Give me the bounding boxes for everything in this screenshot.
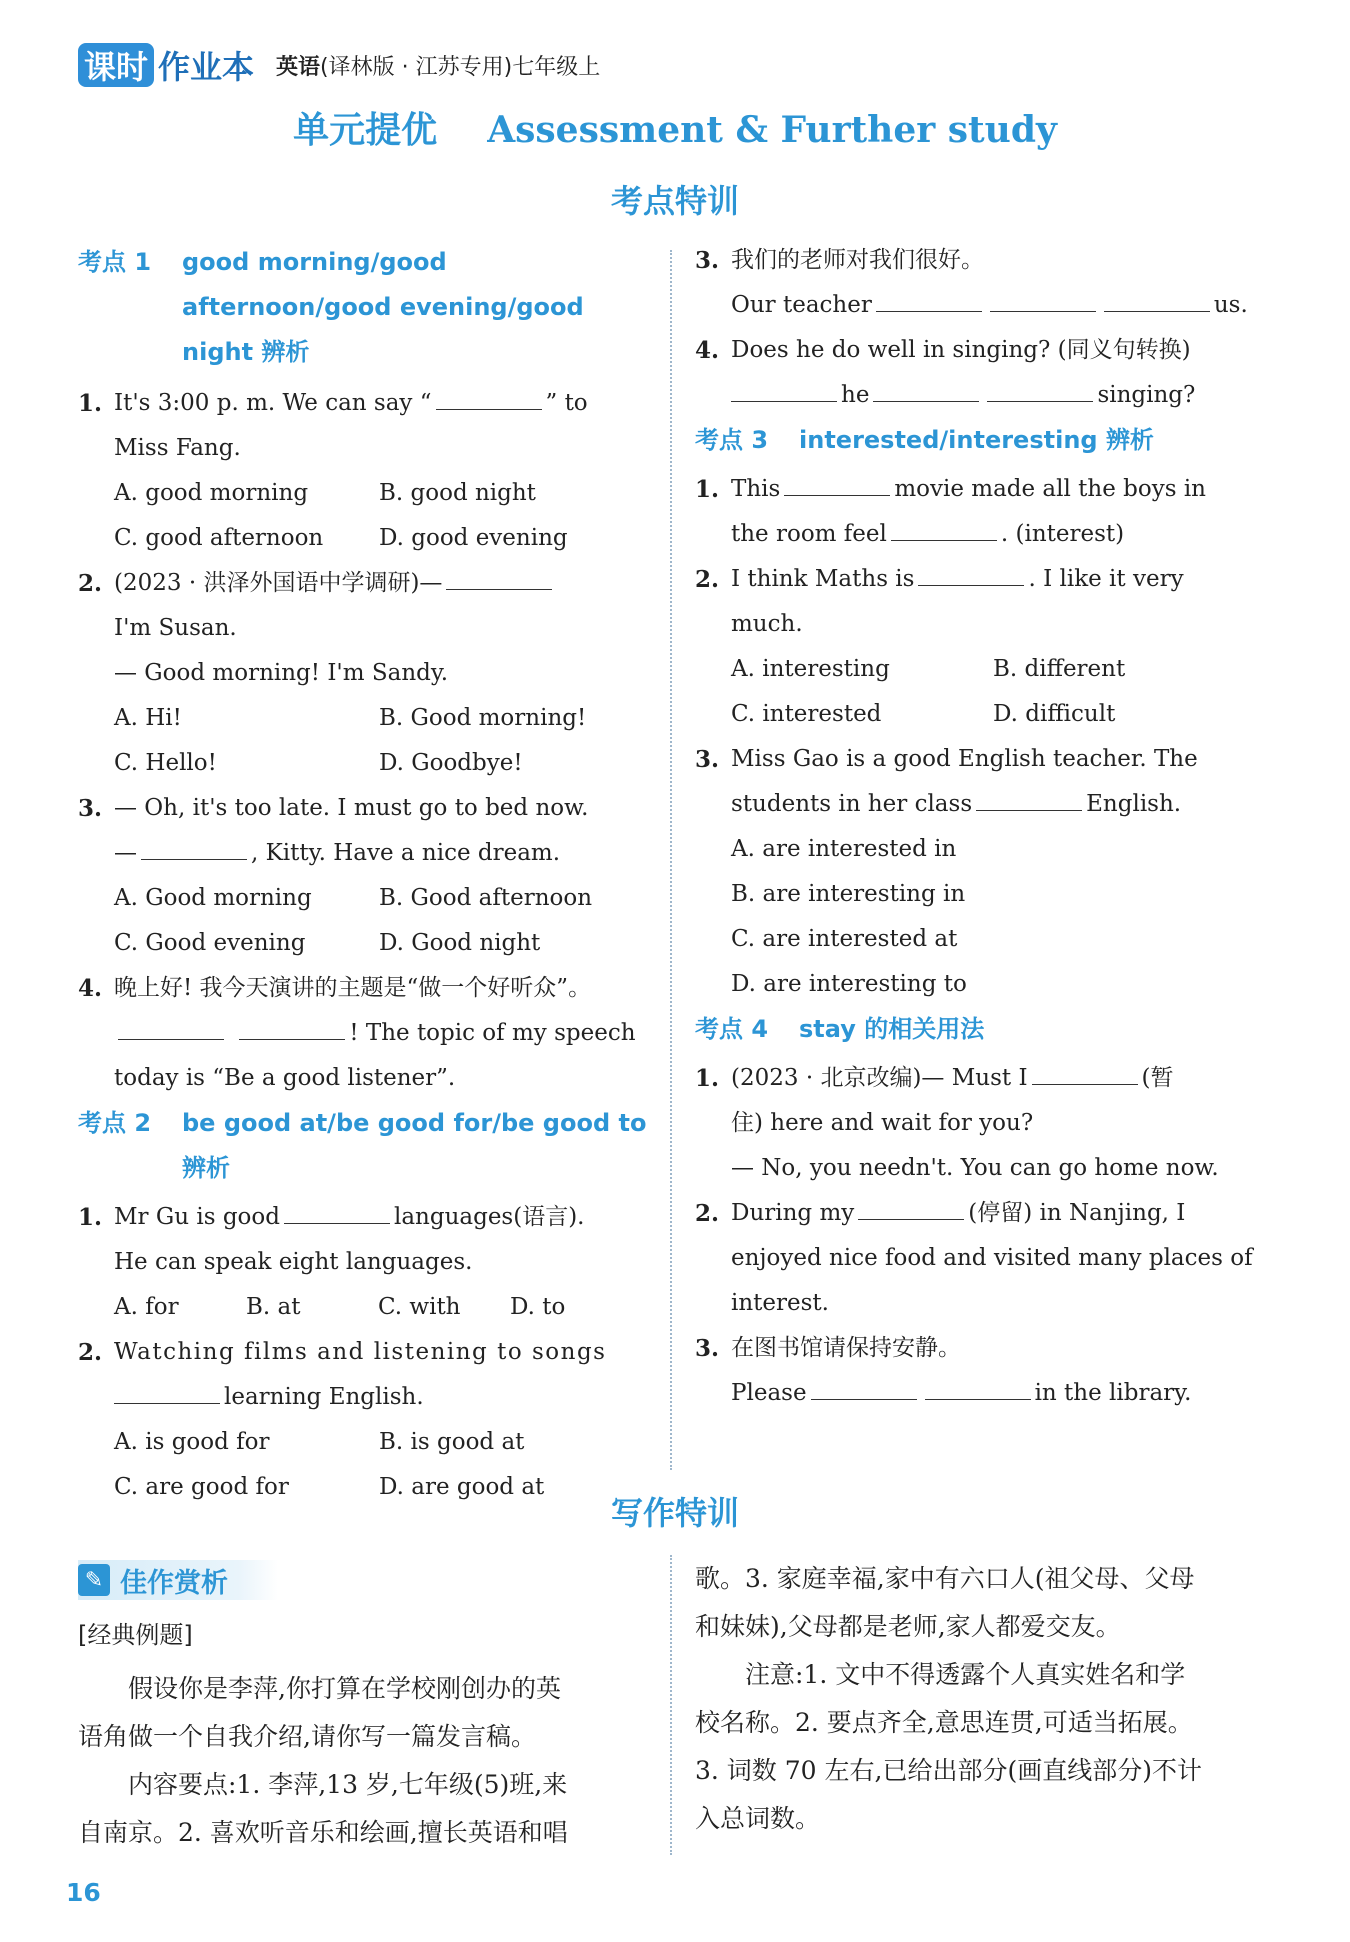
question-body	[731, 557, 1270, 602]
question	[695, 1056, 1270, 1101]
option-c: C. Good evening	[114, 930, 306, 956]
answer-blank[interactable]	[141, 831, 247, 860]
question	[695, 737, 1270, 782]
question-text: Does he do well in singing? (同义句转换)	[731, 337, 1191, 363]
option-a: A. good morning	[114, 480, 309, 506]
question-text: in the library.	[1034, 1380, 1192, 1406]
question-text: . (interest)	[1000, 521, 1125, 547]
header	[78, 40, 600, 90]
page-number: 16	[66, 1878, 101, 1907]
question-line	[695, 512, 1270, 557]
answer-blank[interactable]	[858, 1191, 964, 1220]
question-line	[695, 1371, 1270, 1416]
question-number: 2.	[78, 570, 103, 597]
answer-blank[interactable]	[925, 1371, 1031, 1400]
question-number: 3.	[695, 247, 720, 274]
answer-blank[interactable]	[436, 381, 542, 410]
question-text: Watching films and listening to songs	[114, 1339, 607, 1365]
option-b: B. good night	[379, 480, 536, 506]
question	[78, 966, 648, 1011]
question	[78, 561, 648, 606]
question-line	[695, 373, 1270, 418]
question-body	[731, 467, 1270, 512]
answer-blank[interactable]	[990, 283, 1096, 312]
subject-rest: (译林版 · 江苏专用)七年级上	[320, 54, 601, 80]
options-row	[78, 741, 648, 786]
answer-blank[interactable]	[891, 512, 997, 541]
question-body	[114, 1195, 648, 1240]
answer-blank[interactable]	[987, 373, 1093, 402]
question-text: interest.	[731, 1290, 829, 1316]
question-text: 晚上好! 我今天演讲的主题是“做一个好听众”。	[114, 975, 592, 1001]
question-body	[114, 381, 648, 426]
options-row	[78, 1420, 648, 1465]
answer-blank[interactable]	[118, 1011, 224, 1040]
kp4-tag: 考点 4	[695, 1015, 769, 1043]
option-c: C. are good for	[114, 1474, 289, 1500]
option-c: C. with	[378, 1294, 461, 1320]
question-line	[695, 782, 1270, 827]
question-number: 4.	[695, 337, 720, 364]
question-text: Please	[731, 1380, 807, 1406]
writing-right-text	[695, 1555, 1270, 1843]
option-b: B. are interesting in	[731, 881, 966, 907]
question-number: 4.	[78, 975, 103, 1002]
question-body	[114, 561, 648, 606]
question	[695, 1191, 1270, 1236]
options-row	[78, 921, 648, 966]
question-text: Our teacher	[731, 292, 872, 318]
question-text: Mr Gu is good	[114, 1204, 280, 1230]
options-row	[78, 471, 648, 516]
edit-icon: ✎	[78, 1564, 110, 1596]
option-c: C. interested	[731, 701, 882, 727]
question-number: 3.	[695, 1335, 720, 1362]
option-b: B. Good morning!	[379, 705, 587, 731]
text-line: 3. 词数 70 左右,已给出部分(画直线部分)不计	[695, 1756, 1202, 1785]
unit-title: 单元提优 Assessment & Further study	[293, 109, 1057, 151]
option-b: B. Good afternoon	[379, 885, 593, 911]
kp1-text: good morning/good afternoon/good evening/good night 辨析	[182, 248, 584, 366]
option-a: A. is good for	[114, 1429, 270, 1455]
question-text: ! The topic of my speech	[349, 1020, 636, 1046]
question-text: 住) here and wait for you?	[731, 1110, 1034, 1136]
kp3-tag: 考点 3	[695, 426, 769, 454]
question-text: (2023 · 洪泽外国语中学调研)—	[114, 570, 443, 596]
text-line: 校名称。2. 要点齐全,意思连贯,可适当拓展。	[695, 1708, 1193, 1737]
badge-label: 佳作赏析	[120, 1567, 228, 1599]
question	[695, 1326, 1270, 1371]
question-text: (2023 · 北京改编)— Must I	[731, 1065, 1028, 1091]
question-number: 3.	[695, 746, 720, 773]
question-number: 1.	[695, 1065, 720, 1092]
option-d: D. good evening	[379, 525, 568, 551]
text-line: 入总词数。	[695, 1804, 821, 1833]
section-title-training: 考点特训	[610, 182, 739, 220]
answer-blank[interactable]	[876, 283, 982, 312]
answer-blank[interactable]	[1104, 283, 1210, 312]
question-text: , Kitty. Have a nice dream.	[251, 840, 561, 866]
example-bracket-label: [经典例题]	[78, 1621, 193, 1649]
options-row	[78, 696, 648, 741]
option-a: A. Good morning	[114, 885, 312, 911]
answer-blank[interactable]	[446, 561, 552, 590]
text-line: 歌。3. 家庭幸福,家中有六口人(祖父母、父母	[695, 1564, 1195, 1593]
question-text: . I like it very	[1028, 566, 1184, 592]
column-divider	[670, 250, 672, 1470]
question-text: —	[114, 840, 137, 866]
writing-badge	[78, 1560, 278, 1600]
option-d: D. difficult	[993, 701, 1116, 727]
answer-blank[interactable]	[811, 1371, 917, 1400]
column-divider	[670, 1555, 672, 1855]
answer-blank[interactable]	[873, 373, 979, 402]
option-c: C. good afternoon	[114, 525, 324, 551]
text-line: 假设你是李萍,你打算在学校刚创办的英	[128, 1674, 561, 1703]
question-text: I think Maths is	[731, 566, 915, 592]
question-text: Miss Fang.	[114, 435, 241, 461]
options-row	[78, 876, 648, 921]
option-b: B. is good at	[379, 1429, 525, 1455]
answer-blank[interactable]	[918, 557, 1024, 586]
options-row	[78, 1285, 648, 1330]
question-text: 我们的老师对我们很好。	[731, 247, 984, 273]
text-line: 内容要点:1. 李萍,13 岁,七年级(5)班,来	[128, 1770, 568, 1799]
kp2-heading	[78, 1101, 648, 1191]
option-c: C. are interested at	[731, 926, 958, 952]
question-line	[695, 283, 1270, 328]
text-line: 语角做一个自我介绍,请你写一篇发言稿。	[78, 1722, 536, 1751]
text-line: 自南京。2. 喜欢听音乐和绘画,擅长英语和唱	[78, 1818, 568, 1847]
question-text: 在图书馆请保持安静。	[731, 1335, 961, 1361]
question-text: During my	[731, 1200, 855, 1226]
question-line	[78, 1375, 648, 1420]
question-number: 2.	[695, 1200, 720, 1227]
right-column	[695, 238, 1270, 1416]
option-d: D. Good night	[379, 930, 541, 956]
question-text: This	[731, 476, 781, 502]
answer-blank[interactable]	[239, 1011, 345, 1040]
question-text: much.	[731, 611, 803, 637]
question-text: ” to	[545, 390, 588, 416]
subject-line	[276, 50, 600, 81]
question-text: he	[841, 382, 870, 408]
question	[695, 467, 1270, 512]
question-body	[731, 1056, 1270, 1101]
question-text: today is “Be a good listener”.	[114, 1065, 456, 1091]
kp2-tag: 考点 2	[78, 1109, 152, 1137]
question	[78, 1330, 648, 1375]
answer-blank[interactable]	[284, 1195, 390, 1224]
question-line	[78, 831, 648, 876]
question-number: 2.	[78, 1339, 103, 1366]
option-c: C. Hello!	[114, 750, 217, 776]
question-text: learning English.	[224, 1384, 424, 1410]
question-text: (停留) in Nanjing, I	[968, 1200, 1186, 1226]
option-a: A. interesting	[731, 656, 890, 682]
question-text: the room feel	[731, 521, 887, 547]
question-number: 1.	[78, 1204, 103, 1231]
question-text: I'm Susan.	[114, 615, 237, 641]
question-text: English.	[1086, 791, 1182, 817]
logo-text: 作业本	[158, 48, 255, 86]
question-text: (暂	[1141, 1065, 1174, 1091]
text-line: 和妹妹),父母都是老师,家人都爱交友。	[695, 1612, 1121, 1641]
answer-blank[interactable]	[731, 373, 837, 402]
kp4-text: stay 的相关用法	[799, 1015, 985, 1043]
question	[78, 786, 648, 831]
question-text: enjoyed nice food and visited many places of	[731, 1245, 1253, 1271]
options-row	[695, 647, 1270, 692]
question-text: — No, you needn't. You can go home now.	[731, 1155, 1219, 1181]
question-line	[78, 1011, 648, 1056]
question-text: Miss Gao is a good English teacher. The	[731, 746, 1198, 772]
section-title-writing: 写作特训	[610, 1494, 739, 1532]
kp2-text: be good at/be good for/be good to 辨析	[182, 1109, 647, 1182]
text-line: 注意:1. 文中不得透露个人真实姓名和学	[745, 1660, 1186, 1689]
question-text: students in her class	[731, 791, 973, 817]
question-text: — Oh, it's too late. I must go to bed now.	[114, 795, 589, 821]
question	[695, 238, 1270, 283]
options-row	[695, 692, 1270, 737]
option-a: A. Hi!	[114, 705, 182, 731]
subject-bold: 英语	[276, 54, 321, 80]
kp3-heading	[695, 418, 1270, 463]
question-text: us.	[1213, 292, 1248, 318]
question-text: languages(语言).	[393, 1204, 585, 1230]
question-text: singing?	[1097, 382, 1196, 408]
answer-blank[interactable]	[976, 782, 1082, 811]
option-b: B. at	[246, 1294, 301, 1320]
question-text: movie made all the boys in	[894, 476, 1206, 502]
option-d: D. to	[510, 1294, 566, 1320]
kp3-text: interested/interesting 辨析	[799, 426, 1154, 454]
option-d: D. Goodbye!	[379, 750, 523, 776]
question-text: He can speak eight languages.	[114, 1249, 473, 1275]
option-a: A. for	[114, 1294, 179, 1320]
question-body	[731, 1191, 1270, 1236]
answer-blank[interactable]	[1032, 1056, 1138, 1085]
options-row	[78, 516, 648, 561]
option-d: D. are interesting to	[731, 971, 967, 997]
question	[78, 381, 648, 426]
question-number: 2.	[695, 566, 720, 593]
option-d: D. are good at	[379, 1474, 545, 1500]
question-text: — Good morning! I'm Sandy.	[114, 660, 449, 686]
kp4-heading	[695, 1007, 1270, 1052]
option-b: B. different	[993, 656, 1126, 682]
question	[695, 557, 1270, 602]
question	[695, 328, 1270, 373]
logo-box: 课时	[78, 43, 154, 87]
left-column	[78, 240, 648, 1510]
answer-blank[interactable]	[114, 1375, 220, 1404]
writing-left-text	[78, 1665, 648, 1857]
question-number: 3.	[78, 795, 103, 822]
question-number: 1.	[695, 476, 720, 503]
question	[78, 1195, 648, 1240]
kp1-tag: 考点 1	[78, 248, 152, 276]
question-number: 1.	[78, 390, 103, 417]
answer-blank[interactable]	[784, 467, 890, 496]
question-text: It's 3:00 p. m. We can say “	[114, 390, 432, 416]
kp1-heading	[78, 240, 648, 375]
option-a: A. are interested in	[731, 836, 957, 862]
